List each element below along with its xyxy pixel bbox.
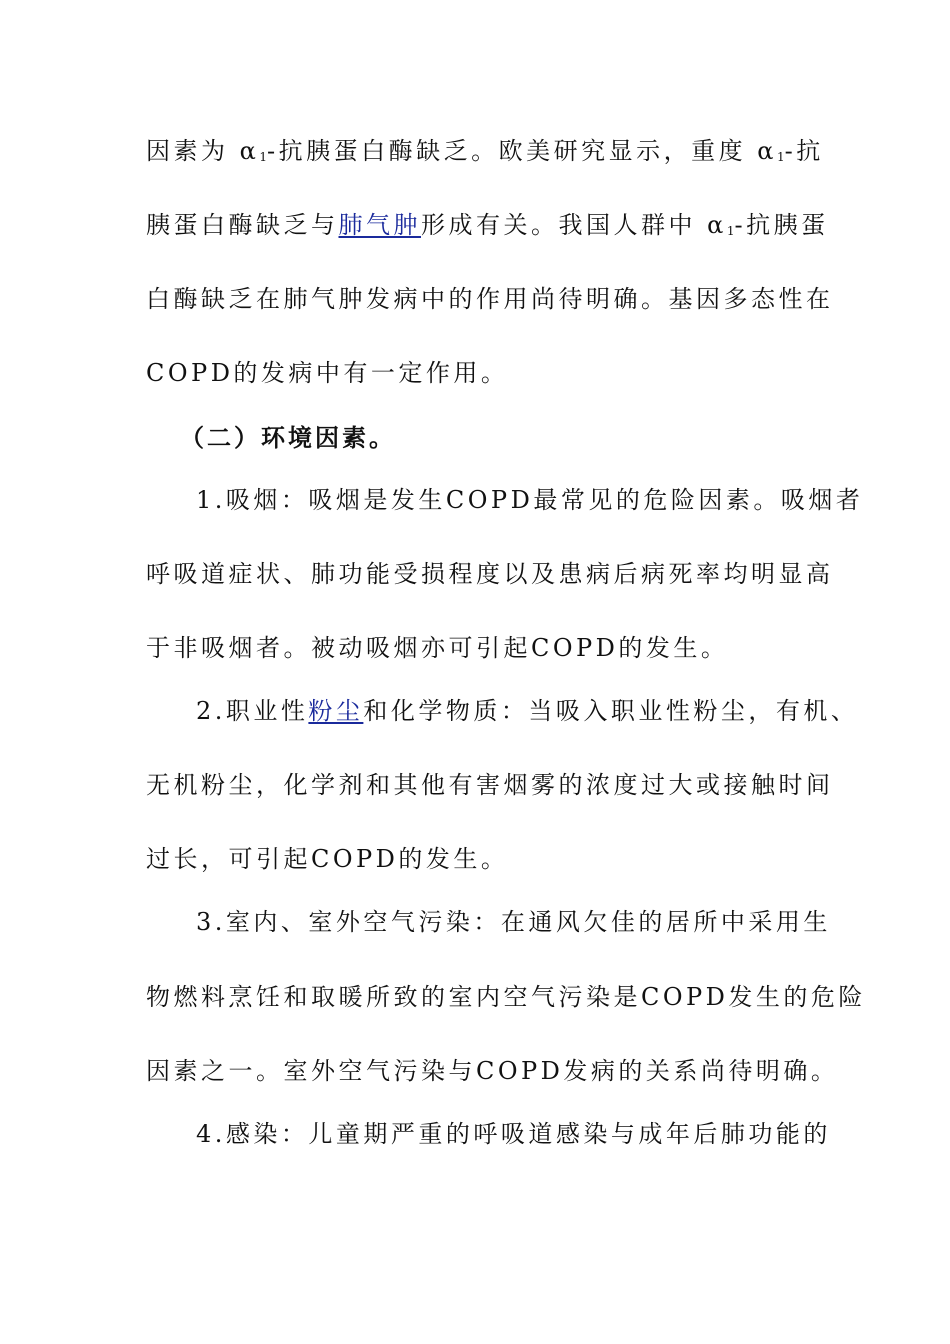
text-line: 呼吸道症状、肺功能受损程度以及患病后病死率均明显高 (146, 560, 834, 588)
text-line: 物燃料烹饪和取暖所致的室内空气污染是COPD发生的危险 (146, 983, 866, 1011)
text-line: 4.感染：儿童期严重的呼吸道感染与成年后肺功能的 (196, 1120, 831, 1148)
text-line: 于非吸烟者。被动吸烟亦可引起COPD的发生。 (146, 634, 729, 662)
text-line: 因素之一。室外空气污染与COPD发病的关系尚待明确。 (146, 1057, 839, 1085)
text-line: 胰蛋白酶缺乏与肺气肿形成有关。我国人群中 $\alpha_1-$抗胰蛋 (146, 211, 829, 239)
dust-link[interactable]: 粉尘 (308, 697, 364, 725)
section-heading: （二）环境因素。 (180, 424, 396, 452)
text-line: 2.职业性粉尘和化学物质：当吸入职业性粉尘，有机、 (196, 697, 859, 725)
text-line: COPD的发病中有一定作用。 (146, 359, 509, 387)
text-line: 过长，可引起COPD的发生。 (146, 845, 509, 873)
text-line: 因素为 $\alpha_1-$抗胰蛋白酶缺乏。欧美研究显示，重度 $\alpha_1-$抗 (146, 137, 824, 165)
text-line: 无机粉尘，化学剂和其他有害烟雾的浓度过大或接触时间 (146, 771, 834, 799)
emphysema-link[interactable]: 肺气肿 (338, 211, 421, 239)
text-line: 1.吸烟：吸烟是发生COPD最常见的危险因素。吸烟者 (196, 486, 864, 514)
text-line: 白酶缺乏在肺气肿发病中的作用尚待明确。基因多态性在 (146, 285, 834, 313)
text-line: 3.室内、室外空气污染：在通风欠佳的居所中采用生 (196, 908, 831, 936)
